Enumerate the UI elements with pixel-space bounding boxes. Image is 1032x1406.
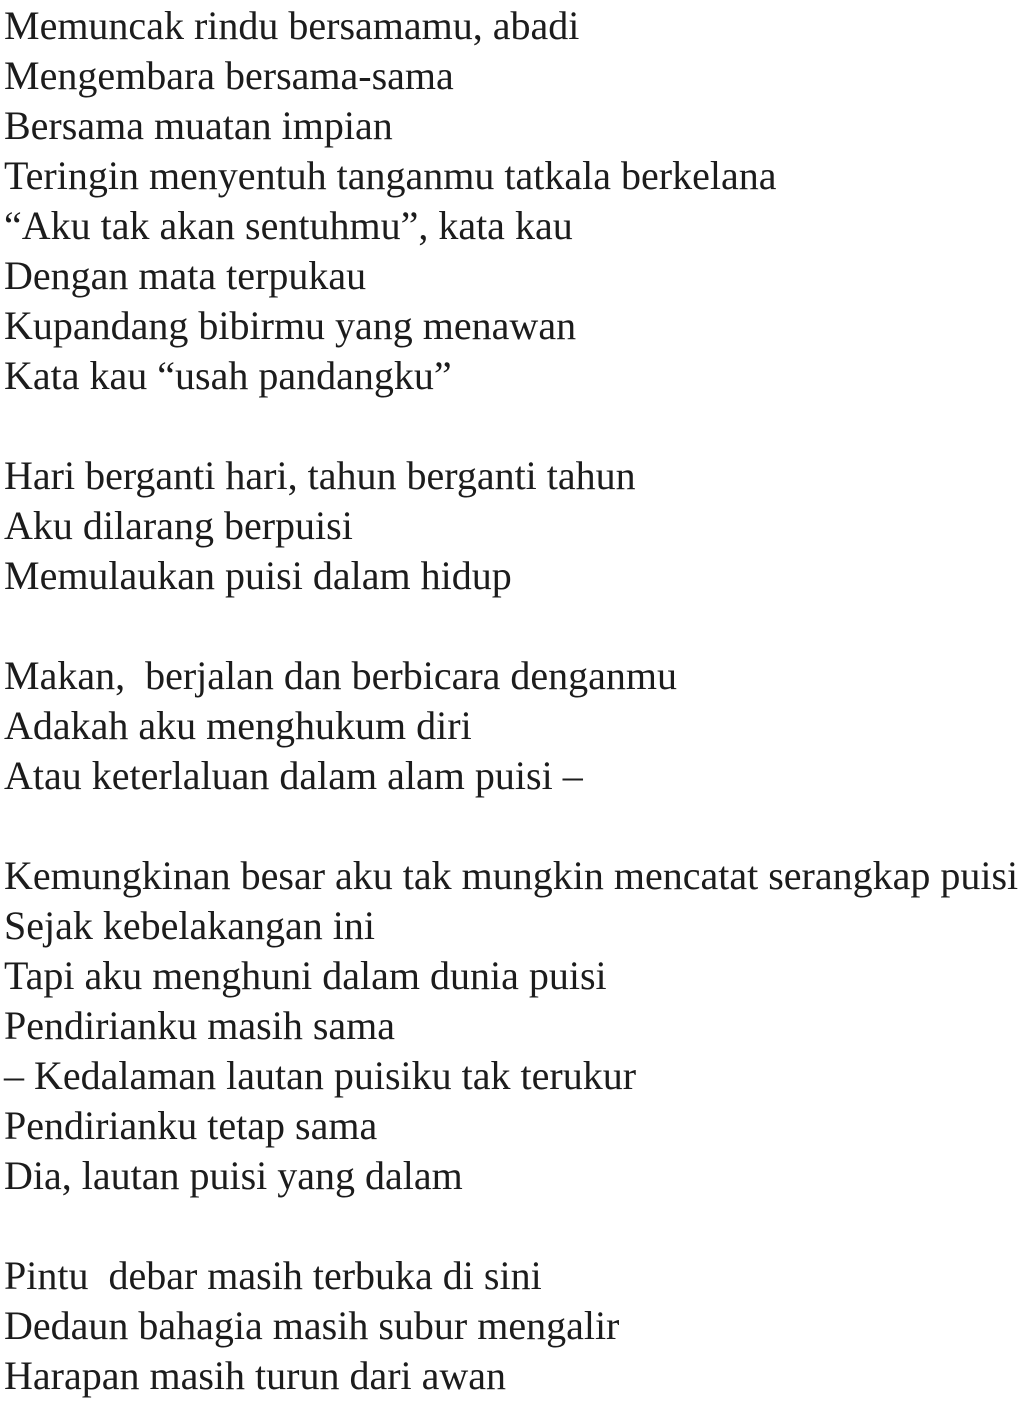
- poem-line: Tapi aku menghuni dalam dunia puisi: [4, 953, 607, 998]
- poem-line: – Kedalaman lautan puisiku tak terukur: [4, 1053, 637, 1098]
- poem-line: Makan, berjalan dan berbicara denganmu: [4, 653, 678, 698]
- poem-line: Pendirianku masih sama: [4, 1003, 396, 1048]
- poem-line: Pendirianku tetap sama: [4, 1103, 378, 1148]
- poem-body: [4, 0, 1030, 1401]
- poem-line: Kemungkinan besar aku tak mungkin mencatat serangkap puisi: [4, 853, 1019, 898]
- stanza-2: [4, 451, 1030, 601]
- poem-line: Sejak kebelakangan ini: [4, 903, 375, 948]
- poem-line: Kupandang bibirmu yang menawan: [4, 303, 577, 348]
- poem-line: “Aku tak akan sentuhmu”, kata kau: [4, 203, 573, 248]
- poem-line: Kata kau “usah pandangku”: [4, 353, 452, 398]
- poem-line: Memuncak rindu bersamamu, abadi: [4, 3, 580, 48]
- poem-line: Dia, lautan puisi yang dalam: [4, 1153, 463, 1198]
- poem-line: Harapan masih turun dari awan: [4, 1353, 507, 1398]
- poem-line: Dedaun bahagia masih subur mengalir: [4, 1303, 620, 1348]
- stanza-5: [4, 1251, 1030, 1401]
- poem-line: Adakah aku menghukum diri: [4, 703, 472, 748]
- stanza-4: [4, 851, 1030, 1201]
- poem-line: Teringin menyentuh tanganmu tatkala berkelana: [4, 153, 777, 198]
- poem-line: Pintu debar masih terbuka di sini: [4, 1253, 542, 1298]
- poem-line: Dengan mata terpukau: [4, 253, 367, 298]
- stanza-3: [4, 651, 1030, 801]
- poem-line: Atau keterlaluan dalam alam puisi –: [4, 753, 583, 798]
- stanza-1: [4, 1, 1030, 401]
- poem-line: Hari berganti hari, tahun berganti tahun: [4, 453, 636, 498]
- poem-line: Mengembara bersama-sama: [4, 53, 454, 98]
- poem-line: Aku dilarang berpuisi: [4, 503, 353, 548]
- poem-line: Bersama muatan impian: [4, 103, 393, 148]
- poem-line: Memulaukan puisi dalam hidup: [4, 553, 512, 598]
